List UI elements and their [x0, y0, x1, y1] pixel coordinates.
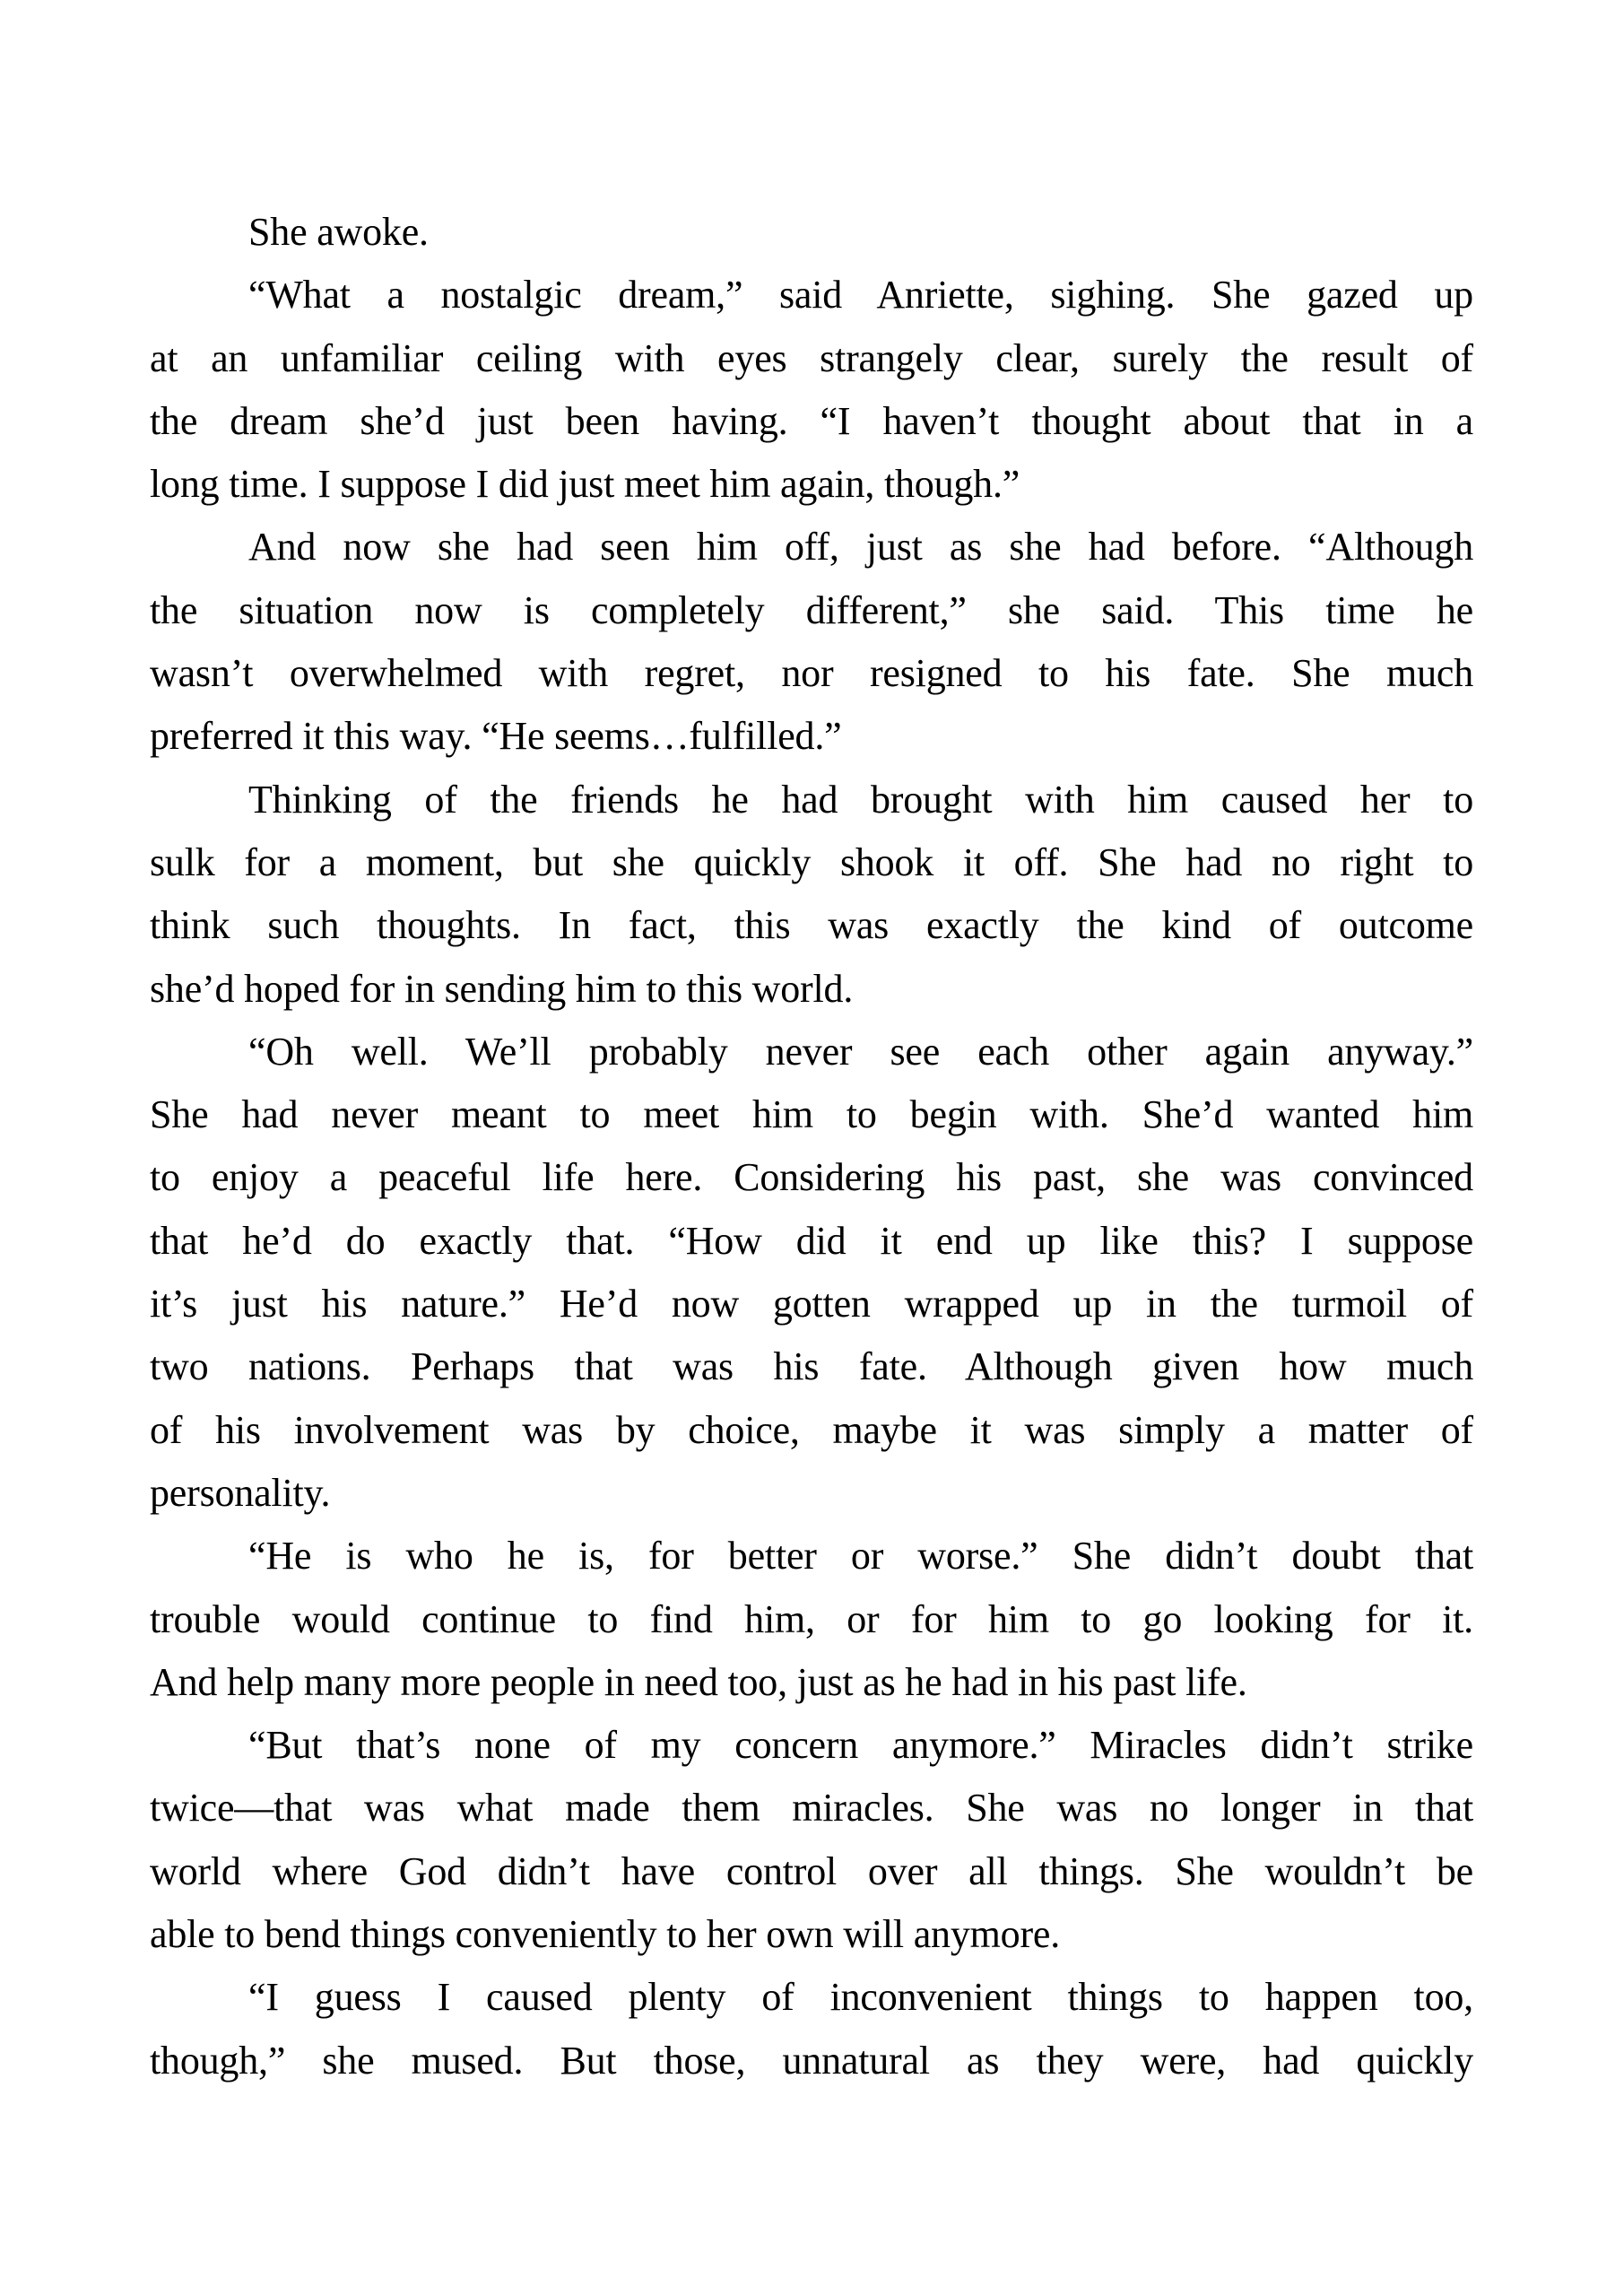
- text-line: think such thoughts. In fact, this was exactly the kind of outcome: [150, 903, 1473, 948]
- text-line: Thinking of the friends he had brought with him caused her to: [248, 777, 1473, 822]
- paragraph: [150, 264, 1473, 516]
- text-line: the situation now is completely different,” she said. This time he: [150, 587, 1473, 632]
- paragraph: [150, 516, 1473, 768]
- paragraph: [150, 769, 1473, 1021]
- text-line: preferred it this way. “He seems…fulfilled.”: [150, 714, 842, 759]
- text-line: world where God didn’t have control over all things. She wouldn’t be: [150, 1848, 1473, 1893]
- text-line: she’d hoped for in sending him to this world.: [150, 966, 854, 1011]
- paragraph: [150, 201, 1473, 264]
- text-line: though,” she mused. But those, unnatural as they were, had quickly: [150, 2038, 1473, 2083]
- text-line: that he’d do exactly that. “How did it end up like this? I suppose: [150, 1218, 1473, 1263]
- text-line: “He is who he is, for better or worse.” She didn’t doubt that: [248, 1534, 1473, 1578]
- text-line: “I guess I caused plenty of inconvenient things to happen too,: [248, 1975, 1473, 2020]
- text-line: at an unfamiliar ceiling with eyes strangely clear, surely the result of: [150, 335, 1473, 380]
- text-line: wasn’t overwhelmed with regret, nor resigned to his fate. She much: [150, 651, 1473, 696]
- paragraph: [150, 1966, 1473, 2092]
- text-line: “But that’s none of my concern anymore.” Miracles didn’t strike: [248, 1723, 1473, 1768]
- paragraph: [150, 1714, 1473, 1966]
- text-line: And now she had seen him off, just as she had before. “Although: [248, 525, 1473, 570]
- text-line: “Oh well. We’ll probably never see each other again anyway.”: [248, 1029, 1473, 1074]
- paragraph: [150, 1525, 1473, 1714]
- text-line: two nations. Perhaps that was his fate. Although given how much: [150, 1344, 1473, 1389]
- text-line: sulk for a moment, but she quickly shook it off. She had no right to: [150, 839, 1473, 884]
- paragraph: [150, 1021, 1473, 1525]
- page-text-block: [150, 201, 1473, 2092]
- text-line: of his involvement was by choice, maybe it was simply a matter of: [150, 1407, 1473, 1452]
- text-line: She awoke.: [248, 210, 429, 254]
- text-line: it’s just his nature.” He’d now gotten wrapped up in the turmoil of: [150, 1282, 1473, 1326]
- text-line: to enjoy a peaceful life here. Considering his past, she was convinced: [150, 1155, 1473, 1200]
- text-line: the dream she’d just been having. “I haven’t thought about that in a: [150, 398, 1473, 443]
- text-line: “What a nostalgic dream,” said Anriette, sighing. She gazed up: [248, 273, 1473, 317]
- text-line: trouble would continue to find him, or for him to go looking for it.: [150, 1596, 1473, 1641]
- text-line: personality.: [150, 1470, 331, 1515]
- text-line: She had never meant to meet him to begin with. She’d wanted him: [150, 1092, 1473, 1137]
- text-line: able to bend things conveniently to her own will anymore.: [150, 1912, 1061, 1957]
- text-line: And help many more people in need too, just as he had in his past life.: [150, 1659, 1247, 1704]
- text-line: twice—that was what made them miracles. She was no longer in that: [150, 1786, 1473, 1831]
- text-line: long time. I suppose I did just meet him again, though.”: [150, 462, 1020, 507]
